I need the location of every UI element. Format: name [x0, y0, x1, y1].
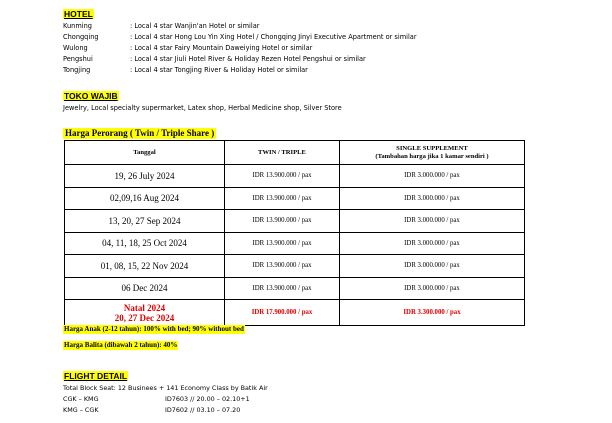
table-row [65, 210, 525, 233]
child-price-note: Harga Anak (2-12 tahun): 100% with bed; 90% without bed [64, 325, 244, 333]
single-supplement-cell: IDR 3.000.000 / pax [340, 277, 525, 300]
header-date: Tanggal [65, 141, 225, 165]
twin-price-cell: IDR 13.900.000 / pax [225, 277, 340, 300]
date-cell: 06 Dec 2024 [65, 277, 225, 300]
table-row [65, 255, 525, 278]
table-row [65, 232, 525, 255]
single-supplement-cell: IDR 3.000.000 / pax [340, 210, 525, 233]
table-row-christmas [65, 300, 525, 326]
date-cell: 02,09,16 Aug 2024 [65, 187, 225, 210]
hotel-name: : Local 4 star Fairy Mountain Daweiying Hotel or similar [130, 44, 313, 52]
hotel-city: Wulong [63, 44, 88, 52]
hotel-city: Chongqing [63, 33, 99, 41]
hotel-name: : Local 4 star Tongjing River & Holiday Hotel or similar [130, 66, 308, 74]
price-table [64, 140, 525, 326]
infant-price-note: Harga Balita (dibawah 2 tahun): 40% [64, 341, 178, 349]
header-single-label: SINGLE SUPPLEMENT [396, 144, 468, 152]
flight-route: KMG – CGK [63, 406, 99, 414]
twin-price-cell: IDR 13.900.000 / pax [225, 187, 340, 210]
hotel-heading: HOTEL [64, 9, 93, 19]
table-row [65, 187, 525, 210]
header-single [340, 141, 525, 165]
christmas-single-supplement-cell: IDR 3.300.000 / pax [340, 300, 525, 326]
toko-wajib-list: Jewelry, Local specialty supermarket, Latex shop, Herbal Medicine shop, Silver Store [63, 104, 342, 112]
single-supplement-cell: IDR 3.000.000 / pax [340, 255, 525, 278]
date-cell: 04, 11, 18, 25 Oct 2024 [65, 232, 225, 255]
christmas-label: Natal 2024 [123, 302, 166, 313]
header-twin: TWIN / TRIPLE [225, 141, 340, 165]
flight-detail-heading: FLIGHT DETAIL [64, 371, 128, 381]
twin-price-cell: IDR 13.900.000 / pax [225, 255, 340, 278]
header-single-sublabel: (Tambahan harga jika 1 kamar sendiri ) [375, 152, 489, 160]
table-row [65, 277, 525, 300]
christmas-twin-price-cell: IDR 17.900.000 / pax [225, 300, 340, 326]
hotel-name: : Local 4 star Wanjin'an Hotel or similar [130, 22, 260, 30]
date-cell: 13, 20, 27 Sep 2024 [65, 210, 225, 233]
flight-schedule: ID7602 // 03.10 – 07.20 [165, 406, 241, 414]
twin-price-cell: IDR 13.900.000 / pax [225, 165, 340, 188]
christmas-dates: 20, 27 Dec 2024 [114, 312, 175, 323]
toko-wajib-heading: TOKO WAJIB [64, 91, 118, 101]
hotel-city: Pengshui [63, 55, 93, 63]
flight-schedule: ID7603 // 20.00 – 02.10+1 [165, 395, 250, 403]
christmas-date-cell [65, 300, 225, 326]
price-table-header [65, 141, 525, 165]
table-row [65, 165, 525, 188]
twin-price-cell: IDR 13.900.000 / pax [225, 210, 340, 233]
date-cell: 01, 08, 15, 22 Nov 2024 [65, 255, 225, 278]
hotel-city: Kunming [63, 22, 92, 30]
single-supplement-cell: IDR 3.000.000 / pax [340, 232, 525, 255]
single-supplement-cell: IDR 3.000.000 / pax [340, 187, 525, 210]
flight-route: CGK – KMG [63, 395, 99, 403]
twin-price-cell: IDR 13.900.000 / pax [225, 232, 340, 255]
hotel-city: Tongjing [63, 66, 91, 74]
date-cell: 19, 26 July 2024 [65, 165, 225, 188]
price-table-title: Harga Perorang ( Twin / Triple Share ) [65, 128, 215, 138]
hotel-name: : Local 4 star Jiuli Hotel River & Holiday Rezen Hotel Pengshui or similar [130, 55, 366, 63]
hotel-name: : Local 4 star Hong Lou Yin Xing Hotel / Chongqing Jinyi Executive Apartment or similar [130, 33, 417, 41]
single-supplement-cell: IDR 3.000.000 / pax [340, 165, 525, 188]
block-seat-text: Total Block Seat: 12 Businees + 141 Economy Class by Batik Air [63, 384, 268, 392]
